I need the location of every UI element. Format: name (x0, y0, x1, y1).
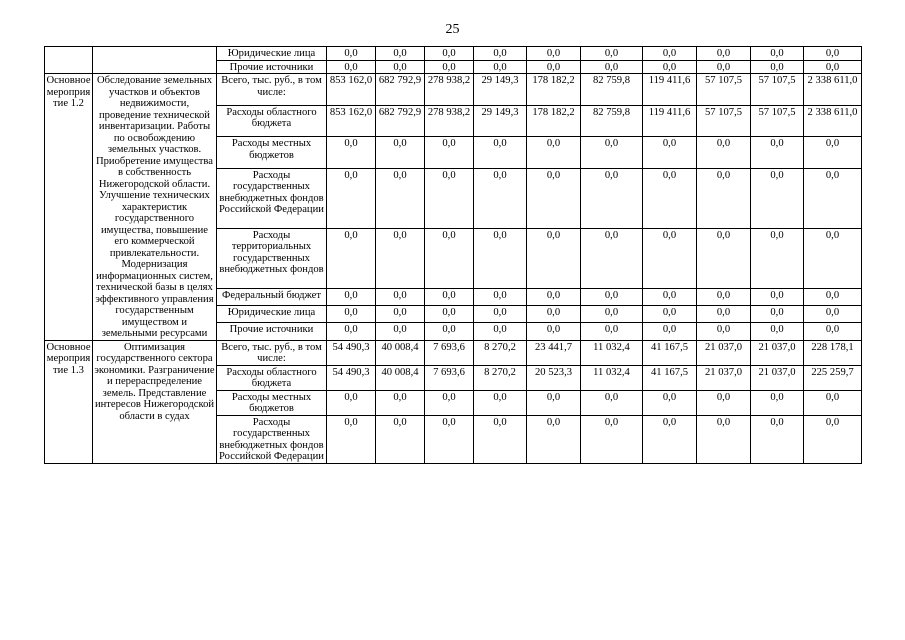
table-row (45, 47, 862, 61)
measure-description-cell: Оптимизация государственного сектора экономики. Разграничение и перераспределение земель. Представление интересов Нижегородской области в судах (93, 340, 217, 463)
value-cell: 0,0 (581, 289, 643, 306)
value-cell: 0,0 (376, 47, 425, 61)
funding-table (44, 46, 862, 464)
value-cell: 0,0 (327, 228, 376, 288)
value-cell: 0,0 (474, 47, 527, 61)
value-cell: 8 270,2 (474, 340, 527, 365)
funding-source-cell: Федеральный бюджет (217, 289, 327, 306)
value-cell: 54 490,3 (327, 340, 376, 365)
value-cell: 0,0 (643, 415, 697, 463)
value-cell: 0,0 (804, 289, 862, 306)
value-cell: 278 938,2 (425, 74, 474, 106)
value-cell: 0,0 (697, 47, 751, 61)
page-number: 25 (445, 22, 460, 37)
value-cell: 0,0 (474, 306, 527, 323)
value-cell: 0,0 (697, 323, 751, 340)
value-cell: 21 037,0 (697, 365, 751, 390)
value-cell: 0,0 (643, 228, 697, 288)
value-cell: 0,0 (474, 390, 527, 415)
value-cell: 0,0 (425, 323, 474, 340)
value-cell: 0,0 (474, 323, 527, 340)
value-cell: 0,0 (697, 228, 751, 288)
funding-source-cell: Расходы местных бюджетов (217, 390, 327, 415)
value-cell: 0,0 (751, 323, 804, 340)
value-cell: 0,0 (425, 306, 474, 323)
value-cell: 0,0 (425, 228, 474, 288)
value-cell: 11 032,4 (581, 365, 643, 390)
value-cell: 41 167,5 (643, 365, 697, 390)
funding-source-cell: Расходы государственных внебюджетных фондов Российской Федерации (217, 415, 327, 463)
value-cell: 7 693,6 (425, 340, 474, 365)
value-cell: 0,0 (581, 168, 643, 228)
value-cell: 0,0 (581, 228, 643, 288)
value-cell: 0,0 (581, 60, 643, 74)
value-cell: 0,0 (643, 323, 697, 340)
value-cell: 0,0 (697, 168, 751, 228)
value-cell: 0,0 (527, 228, 581, 288)
value-cell: 41 167,5 (643, 340, 697, 365)
value-cell: 178 182,2 (527, 105, 581, 137)
value-cell: 0,0 (474, 60, 527, 74)
value-cell: 21 037,0 (751, 365, 804, 390)
value-cell: 0,0 (527, 137, 581, 169)
value-cell: 0,0 (376, 415, 425, 463)
value-cell: 0,0 (327, 323, 376, 340)
value-cell: 0,0 (425, 390, 474, 415)
value-cell: 20 523,3 (527, 365, 581, 390)
value-cell: 0,0 (751, 137, 804, 169)
value-cell: 0,0 (643, 306, 697, 323)
value-cell: 0,0 (327, 415, 376, 463)
value-cell: 0,0 (581, 137, 643, 169)
value-cell: 40 008,4 (376, 340, 425, 365)
value-cell: 29 149,3 (474, 105, 527, 137)
value-cell: 40 008,4 (376, 365, 425, 390)
value-cell: 0,0 (804, 306, 862, 323)
funding-source-cell: Юридические лица (217, 306, 327, 323)
value-cell: 0,0 (425, 415, 474, 463)
value-cell: 0,0 (804, 60, 862, 74)
value-cell: 57 107,5 (751, 105, 804, 137)
value-cell: 0,0 (751, 168, 804, 228)
value-cell: 278 938,2 (425, 105, 474, 137)
value-cell: 0,0 (643, 390, 697, 415)
value-cell: 0,0 (804, 168, 862, 228)
value-cell: 0,0 (643, 168, 697, 228)
value-cell: 57 107,5 (697, 74, 751, 106)
funding-source-cell: Расходы областного бюджета (217, 105, 327, 137)
value-cell: 0,0 (581, 47, 643, 61)
value-cell: 0,0 (327, 60, 376, 74)
value-cell: 0,0 (474, 415, 527, 463)
value-cell: 119 411,6 (643, 105, 697, 137)
value-cell: 0,0 (527, 415, 581, 463)
funding-source-cell: Расходы местных бюджетов (217, 137, 327, 169)
value-cell: 0,0 (643, 60, 697, 74)
value-cell: 0,0 (376, 390, 425, 415)
value-cell: 57 107,5 (751, 74, 804, 106)
value-cell: 21 037,0 (697, 340, 751, 365)
value-cell: 0,0 (527, 60, 581, 74)
value-cell: 23 441,7 (527, 340, 581, 365)
measure-code-cell (45, 47, 93, 74)
value-cell: 0,0 (804, 47, 862, 61)
funding-source-cell: Расходы областного бюджета (217, 365, 327, 390)
value-cell: 0,0 (327, 47, 376, 61)
value-cell: 0,0 (751, 47, 804, 61)
value-cell: 0,0 (643, 137, 697, 169)
value-cell: 21 037,0 (751, 340, 804, 365)
value-cell: 0,0 (643, 289, 697, 306)
value-cell: 82 759,8 (581, 74, 643, 106)
value-cell: 0,0 (327, 306, 376, 323)
funding-source-cell: Прочие источники (217, 323, 327, 340)
value-cell: 0,0 (697, 390, 751, 415)
value-cell: 2 338 611,0 (804, 105, 862, 137)
value-cell: 0,0 (376, 60, 425, 74)
value-cell: 0,0 (376, 137, 425, 169)
value-cell: 2 338 611,0 (804, 74, 862, 106)
value-cell: 11 032,4 (581, 340, 643, 365)
value-cell: 0,0 (751, 415, 804, 463)
value-cell: 0,0 (751, 306, 804, 323)
value-cell: 0,0 (425, 60, 474, 74)
funding-source-cell: Всего, тыс. руб., в том числе: (217, 74, 327, 106)
value-cell: 0,0 (751, 60, 804, 74)
value-cell: 0,0 (751, 289, 804, 306)
value-cell: 0,0 (327, 289, 376, 306)
value-cell: 0,0 (327, 137, 376, 169)
value-cell: 0,0 (751, 390, 804, 415)
value-cell: 0,0 (804, 390, 862, 415)
value-cell: 0,0 (697, 289, 751, 306)
value-cell: 57 107,5 (697, 105, 751, 137)
value-cell: 0,0 (527, 390, 581, 415)
value-cell: 0,0 (376, 289, 425, 306)
measure-code-cell: Основное мероприятие 1.2 (45, 74, 93, 341)
value-cell: 0,0 (425, 289, 474, 306)
value-cell: 0,0 (697, 60, 751, 74)
funding-source-cell: Расходы государственных внебюджетных фондов Российской Федерации (217, 168, 327, 228)
value-cell: 0,0 (804, 323, 862, 340)
value-cell: 0,0 (581, 415, 643, 463)
value-cell: 0,0 (697, 415, 751, 463)
value-cell: 178 182,2 (527, 74, 581, 106)
value-cell: 0,0 (527, 323, 581, 340)
value-cell: 0,0 (474, 168, 527, 228)
funding-source-cell: Всего, тыс. руб., в том числе: (217, 340, 327, 365)
value-cell: 0,0 (376, 168, 425, 228)
value-cell: 0,0 (581, 390, 643, 415)
value-cell: 0,0 (474, 137, 527, 169)
value-cell: 54 490,3 (327, 365, 376, 390)
value-cell: 0,0 (474, 289, 527, 306)
value-cell: 0,0 (527, 306, 581, 323)
measure-description-cell (93, 47, 217, 74)
value-cell: 0,0 (804, 415, 862, 463)
value-cell: 0,0 (751, 228, 804, 288)
value-cell: 682 792,9 (376, 74, 425, 106)
value-cell: 0,0 (697, 306, 751, 323)
value-cell: 0,0 (474, 228, 527, 288)
value-cell: 0,0 (425, 137, 474, 169)
value-cell: 0,0 (376, 228, 425, 288)
value-cell: 0,0 (527, 168, 581, 228)
value-cell: 0,0 (581, 323, 643, 340)
table-row (45, 74, 862, 106)
value-cell: 0,0 (581, 306, 643, 323)
value-cell: 82 759,8 (581, 105, 643, 137)
value-cell: 0,0 (527, 289, 581, 306)
value-cell: 0,0 (376, 323, 425, 340)
value-cell: 7 693,6 (425, 365, 474, 390)
value-cell: 0,0 (804, 228, 862, 288)
measure-description-cell: Обследование земельных участков и объектов недвижимости, проведение технической инвентаризации. Работы по освобождению земельных участков. Приобретение имущества в собственность Нижегородской области. Улучшение технических характеристик государственного имущества, повышение его коммерческой привлекательности. Модернизация информационных систем, технической базы в целях эффективного управления государственным имуществом и земельными ресурсами (93, 74, 217, 341)
value-cell: 0,0 (697, 137, 751, 169)
value-cell: 853 162,0 (327, 74, 376, 106)
value-cell: 682 792,9 (376, 105, 425, 137)
value-cell: 0,0 (376, 306, 425, 323)
value-cell: 0,0 (643, 47, 697, 61)
value-cell: 228 178,1 (804, 340, 862, 365)
funding-source-cell: Прочие источники (217, 60, 327, 74)
funding-source-cell: Юридические лица (217, 47, 327, 61)
funding-source-cell: Расходы территориальных государственных внебюджетных фондов (217, 228, 327, 288)
value-cell: 119 411,6 (643, 74, 697, 106)
table-row (45, 340, 862, 365)
value-cell: 8 270,2 (474, 365, 527, 390)
value-cell: 0,0 (804, 137, 862, 169)
value-cell: 0,0 (425, 47, 474, 61)
measure-code-cell: Основное мероприятие 1.3 (45, 340, 93, 463)
value-cell: 0,0 (327, 168, 376, 228)
value-cell: 29 149,3 (474, 74, 527, 106)
value-cell: 225 259,7 (804, 365, 862, 390)
value-cell: 0,0 (327, 390, 376, 415)
value-cell: 0,0 (425, 168, 474, 228)
value-cell: 853 162,0 (327, 105, 376, 137)
value-cell: 0,0 (527, 47, 581, 61)
